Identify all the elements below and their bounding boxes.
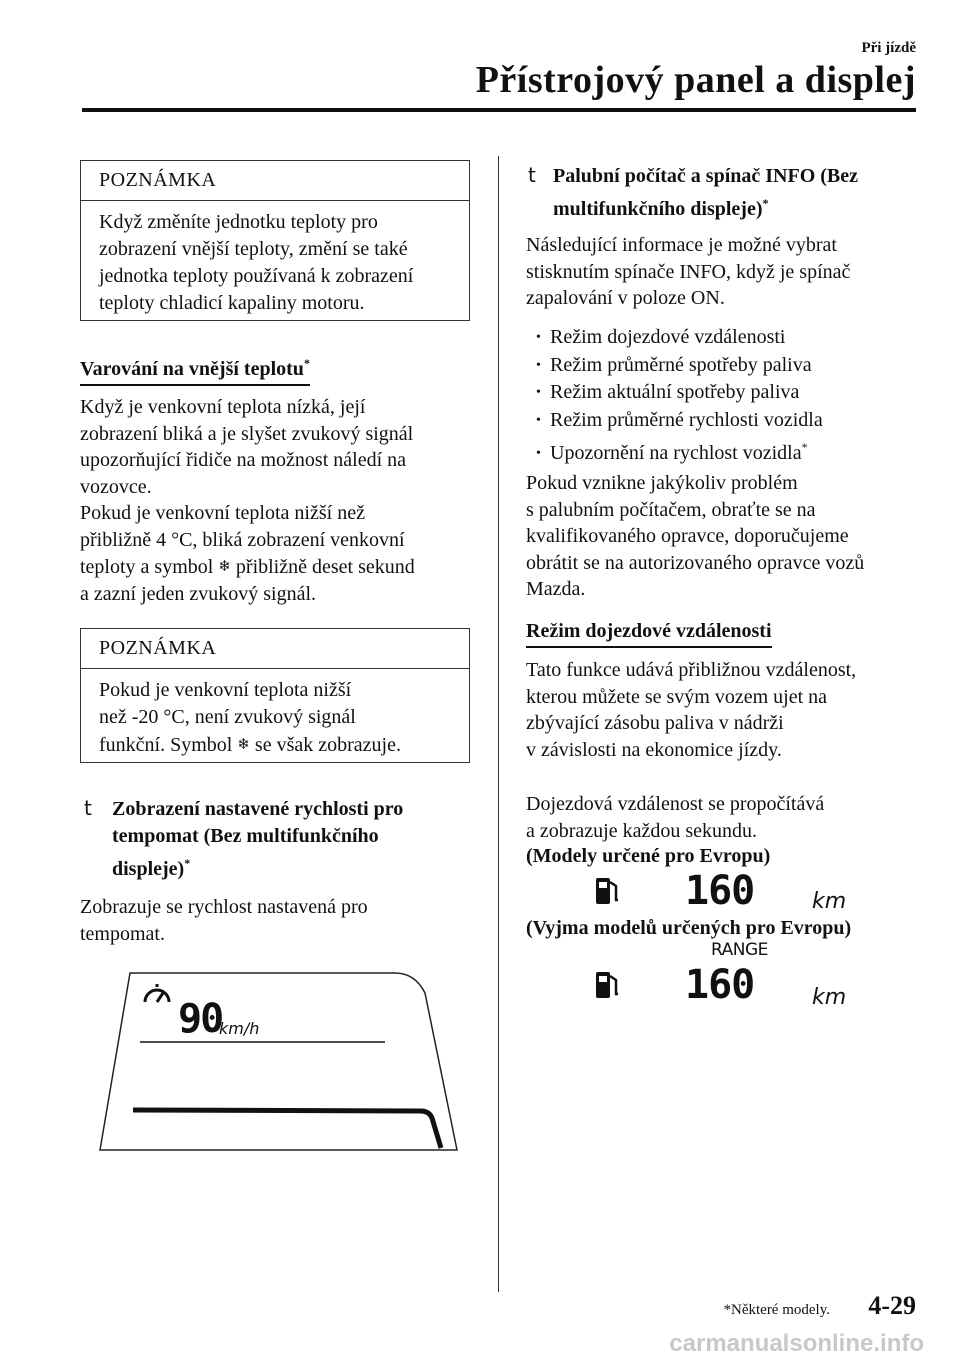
bullet-marker: t bbox=[84, 796, 92, 820]
asterisk: * bbox=[801, 440, 808, 454]
text-line: Pokud je venkovní teplota nižší než bbox=[80, 502, 365, 524]
text-line: Zobrazuje se rychlost nastavená pro bbox=[80, 896, 368, 918]
note-line: než -20 °C, není zvukový signál bbox=[99, 706, 356, 728]
heading-fragment: multifunkčního displeje) bbox=[553, 198, 763, 220]
cruise-speed-display-illustration bbox=[95, 968, 465, 1158]
heading-fragment: displeje) bbox=[112, 858, 185, 880]
fuel-pump-icon bbox=[596, 878, 618, 904]
range-mode-text bbox=[526, 657, 926, 763]
range-mode-heading bbox=[526, 620, 772, 648]
note-heading: POZNÁMKA bbox=[81, 629, 469, 669]
trip-computer-heading bbox=[553, 163, 923, 223]
bottom-bar bbox=[133, 1110, 441, 1148]
text-line: tempomat. bbox=[80, 922, 165, 945]
watermark: carmanualsonline.info bbox=[669, 1330, 924, 1357]
heading-line: Zobrazení nastavené rychlosti pro bbox=[112, 798, 404, 820]
range-display-non-europe bbox=[590, 962, 860, 1012]
text-line: Když je venkovní teplota nízká, její bbox=[80, 396, 366, 418]
subheading-text: Režim dojezdové vzdálenosti bbox=[526, 620, 772, 648]
note-line bbox=[99, 731, 455, 759]
outside-temp-warning-text bbox=[80, 394, 480, 607]
text-line: Pokud vznikne jakýkoliv problém bbox=[526, 472, 798, 494]
range-value: 160 bbox=[685, 962, 755, 1008]
range-label: RANGE bbox=[711, 940, 768, 960]
header-rule bbox=[82, 108, 916, 112]
range-display-europe bbox=[590, 868, 860, 918]
asterisk: * bbox=[762, 196, 769, 210]
heading-line: Palubní počítač a spínač INFO (Bez bbox=[553, 165, 859, 187]
outside-temp-warning-heading bbox=[80, 356, 310, 386]
note-line: zobrazení vnější teploty, změní se také bbox=[99, 238, 408, 260]
note-box-low-temperature bbox=[80, 628, 470, 763]
text-fragment: se však zobrazuje. bbox=[254, 734, 401, 756]
text-line: a zazní jeden zvukový signál. bbox=[80, 582, 317, 605]
text-line: Následující informace je možné vybrat bbox=[526, 234, 837, 256]
page-number: 4-29 bbox=[868, 1291, 916, 1320]
section-label: Při jízdě bbox=[861, 40, 916, 56]
text-line: s palubním počítačem, obraťte se na bbox=[526, 498, 816, 521]
display-outline bbox=[100, 973, 457, 1150]
cruise-speed-heading bbox=[112, 796, 472, 883]
trip-computer-problem-text bbox=[526, 470, 926, 603]
list-item: • Upozornění na rychlost vozidla* bbox=[536, 440, 808, 464]
text-line: v závislosti na ekonomice jízdy. bbox=[526, 738, 782, 761]
text-line: zbývající zásobu paliva v nádrži bbox=[526, 712, 784, 734]
note-heading: POZNÁMKA bbox=[81, 161, 469, 201]
bullet-marker: t bbox=[528, 163, 536, 187]
range-calc-text bbox=[526, 791, 926, 844]
text-line: Mazda. bbox=[526, 578, 586, 600]
note-body bbox=[81, 669, 469, 769]
list-item-text: Režim aktuální spotřeby paliva bbox=[550, 381, 800, 403]
column-divider bbox=[498, 156, 499, 1292]
trip-mode-list bbox=[526, 324, 926, 468]
snowflake-icon: ❄ bbox=[237, 735, 250, 753]
text-line: zobrazení bliká a je slyšet zvukový signál bbox=[80, 422, 414, 445]
note-line: jednotka teploty používaná k zobrazení bbox=[99, 265, 414, 287]
text-line: Tato funkce udává přibližnou vzdálenost, bbox=[526, 659, 857, 681]
text-line: přibližně 4 °C, bliká zobrazení venkovní bbox=[80, 528, 405, 551]
list-item-text: Režim průměrné spotřeby paliva bbox=[550, 353, 812, 376]
text-line: zapalování v poloze ON. bbox=[526, 287, 725, 309]
chapter-title: Přístrojový panel a displej bbox=[475, 59, 916, 101]
subheading-text: Varování na vnější teplotu bbox=[80, 358, 304, 380]
list-item: • Režim dojezdové vzdálenosti bbox=[536, 326, 786, 348]
text-line: upozorňující řidiče na možnost náledí na bbox=[80, 449, 407, 471]
note-line: teploty chladicí kapaliny motoru. bbox=[99, 292, 365, 314]
asterisk: * bbox=[184, 856, 191, 870]
text-line: obrátit se na autorizovaného opravce vozů bbox=[526, 551, 865, 574]
text-fragment: přibližně deset sekund bbox=[235, 556, 415, 578]
list-item: • Režim průměrné spotřeby paliva bbox=[536, 353, 812, 376]
speed-unit: km/h bbox=[219, 1019, 260, 1038]
speedometer-icon bbox=[145, 984, 169, 1002]
list-item: • Režim průměrné rychlosti vozidla bbox=[536, 408, 823, 431]
heading-line bbox=[553, 190, 923, 223]
range-unit: km bbox=[812, 985, 847, 1010]
text-line: a zobrazuje každou sekundu. bbox=[526, 819, 758, 842]
list-item: • Režim aktuální spotřeby paliva bbox=[536, 381, 800, 403]
text-line: kvalifikovaného opravce, doporučujeme bbox=[526, 525, 849, 547]
list-item-text: Režim průměrné rychlosti vozidla bbox=[550, 408, 823, 431]
list-item-text: Režim dojezdové vzdálenosti bbox=[550, 326, 786, 348]
text-line: Dojezdová vzdálenost se propočítává bbox=[526, 793, 825, 815]
text-line bbox=[80, 553, 480, 581]
fuel-pump-icon bbox=[596, 972, 618, 998]
note-box-temperature-unit bbox=[80, 160, 470, 321]
europe-models-label: (Modely určené pro Evropu) bbox=[526, 845, 771, 867]
text-line: stisknutím spínače INFO, když je spínač bbox=[526, 260, 851, 283]
cruise-speed-text bbox=[80, 894, 368, 947]
text-fragment: funkční. Symbol bbox=[99, 734, 233, 756]
asterisk: * bbox=[303, 356, 310, 370]
text-line: vozovce. bbox=[80, 475, 152, 498]
set-speed-value: 90 bbox=[178, 996, 223, 1042]
text-line: kterou můžete se svým vozem ujet na bbox=[526, 685, 828, 708]
non-europe-models-label: (Vyjma modelů určených pro Evropu) bbox=[526, 917, 852, 939]
list-item-text: Upozornění na rychlost vozidla bbox=[550, 442, 802, 464]
footer-footnote: *Některé modely. bbox=[723, 1302, 830, 1318]
range-value: 160 bbox=[685, 868, 755, 914]
heading-line: tempomat (Bez multifunkčního bbox=[112, 825, 379, 847]
heading-line bbox=[112, 850, 472, 883]
note-line: Pokud je venkovní teplota nižší bbox=[99, 679, 352, 701]
trip-computer-intro bbox=[526, 232, 926, 312]
note-body bbox=[81, 201, 469, 327]
range-unit: km bbox=[812, 889, 847, 914]
text-fragment: teploty a symbol bbox=[80, 556, 214, 578]
note-line: Když změníte jednotku teploty pro bbox=[99, 211, 378, 233]
snowflake-icon: ❄ bbox=[218, 557, 231, 575]
